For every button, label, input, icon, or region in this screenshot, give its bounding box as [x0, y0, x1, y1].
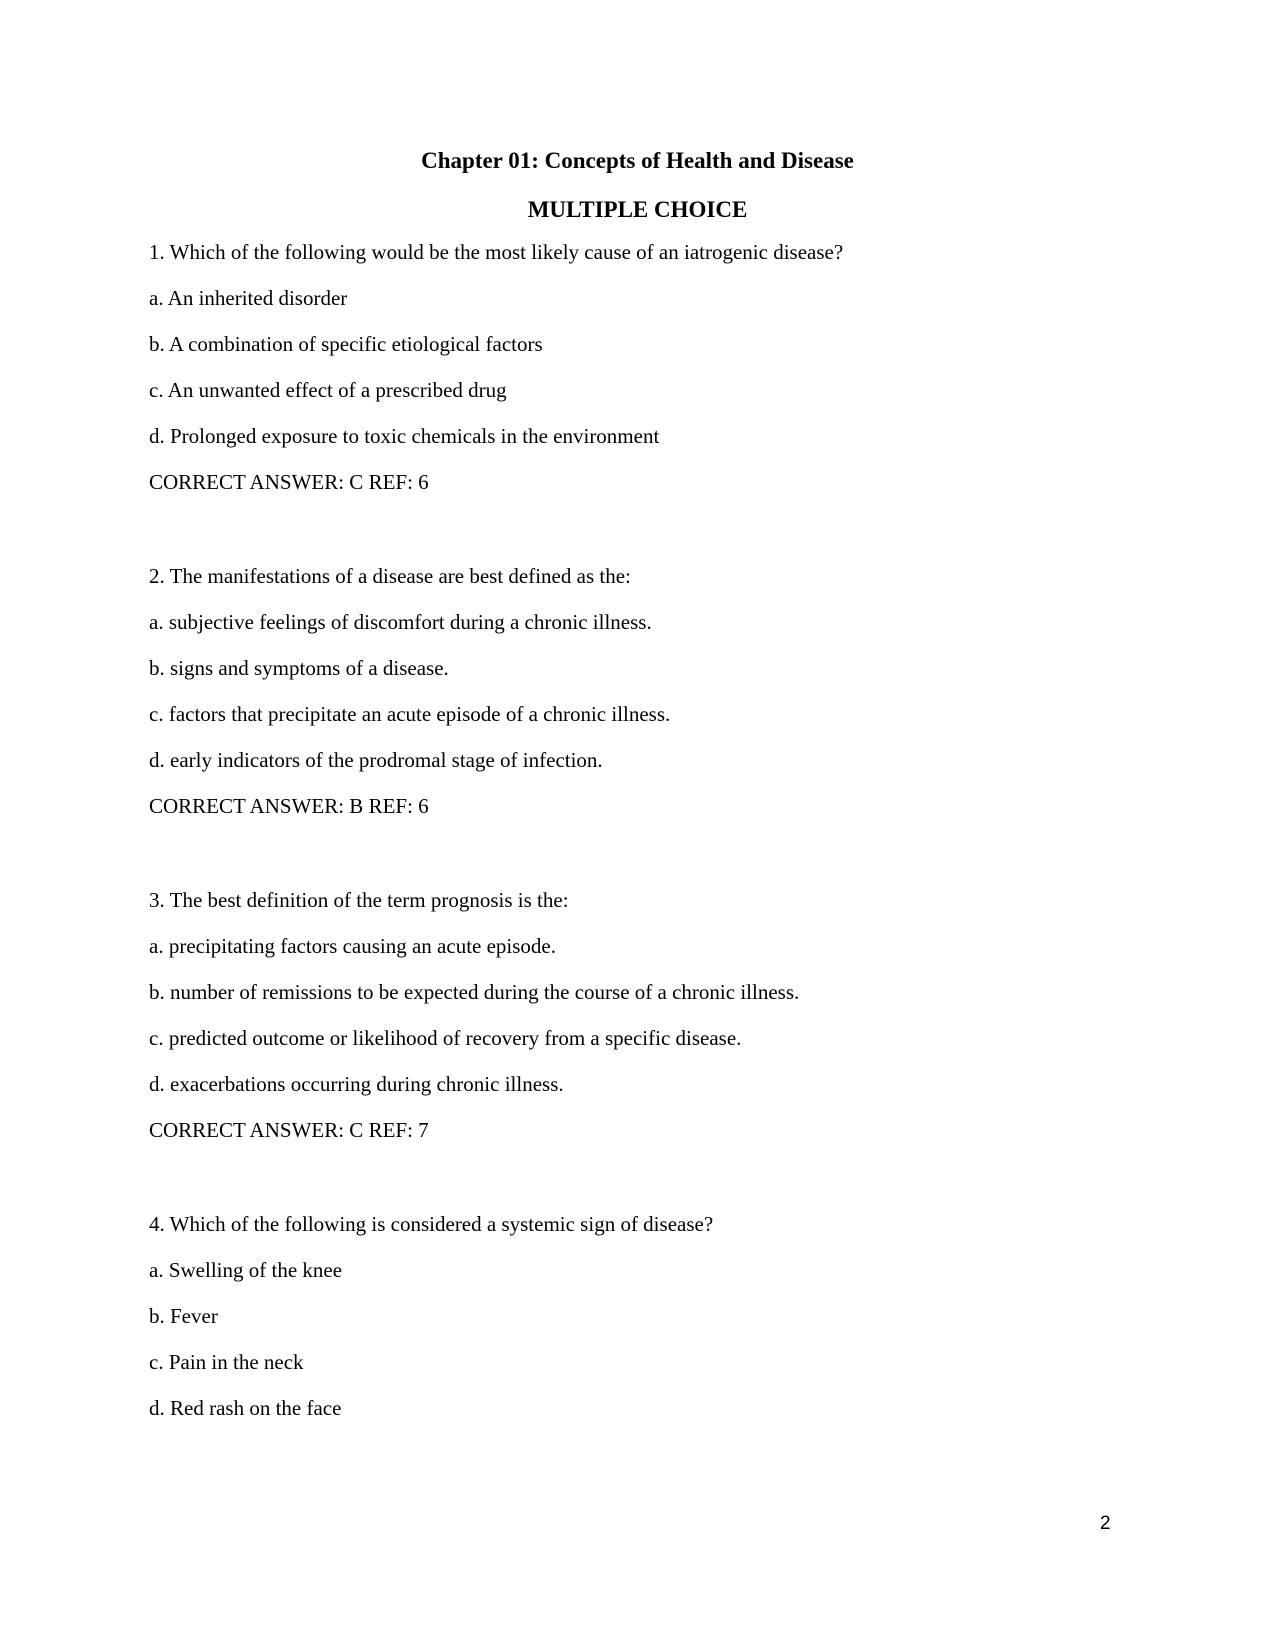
- option-a: a. precipitating factors causing an acute episode.: [149, 934, 556, 958]
- option-c: c. An unwanted effect of a prescribed drug: [149, 378, 507, 402]
- answer-key: CORRECT ANSWER: B REF: 6: [149, 794, 429, 818]
- option-b: b. Fever: [149, 1304, 218, 1328]
- option-b: b. signs and symptoms of a disease.: [149, 656, 449, 680]
- question-stem: 4. Which of the following is considered a systemic sign of disease?: [149, 1212, 714, 1236]
- option-d: d. early indicators of the prodromal stage of infection.: [149, 748, 603, 772]
- option-b: b. A combination of specific etiological factors: [149, 332, 543, 356]
- option-a: a. subjective feelings of discomfort during a chronic illness.: [149, 610, 652, 634]
- option-d: d. Red rash on the face: [149, 1396, 342, 1420]
- question-stem: 2. The manifestations of a disease are best defined as the:: [149, 564, 631, 588]
- question-stem: 3. The best definition of the term prognosis is the:: [149, 888, 569, 912]
- option-c: c. factors that precipitate an acute episode of a chronic illness.: [149, 702, 671, 726]
- option-b: b. number of remissions to be expected during the course of a chronic illness.: [149, 980, 800, 1004]
- option-a: a. An inherited disorder: [149, 286, 348, 310]
- page-number: 2: [1100, 1513, 1111, 1534]
- answer-key: CORRECT ANSWER: C REF: 7: [149, 1118, 429, 1142]
- option-d: d. Prolonged exposure to toxic chemicals in the environment: [149, 424, 660, 448]
- question-stem: 1. Which of the following would be the most likely cause of an iatrogenic disease?: [149, 240, 844, 264]
- option-a: a. Swelling of the knee: [149, 1258, 343, 1282]
- section-title: MULTIPLE CHOICE: [527, 197, 748, 222]
- option-c: c. Pain in the neck: [149, 1350, 304, 1374]
- option-d: d. exacerbations occurring during chronic illness.: [149, 1072, 564, 1096]
- chapter-title: Chapter 01: Concepts of Health and Disease: [421, 148, 854, 173]
- option-c: c. predicted outcome or likelihood of recovery from a specific disease.: [149, 1026, 742, 1050]
- answer-key: CORRECT ANSWER: C REF: 6: [149, 470, 429, 494]
